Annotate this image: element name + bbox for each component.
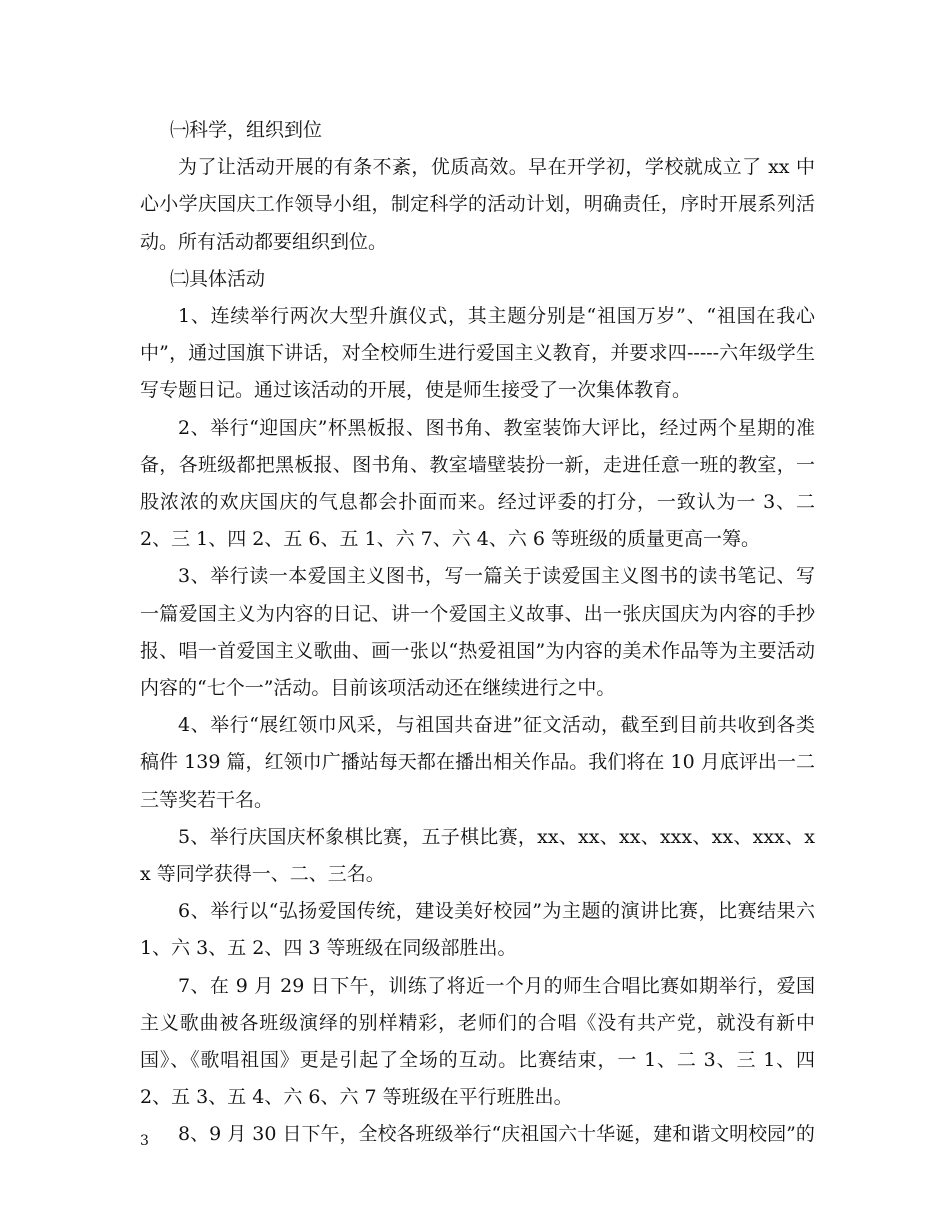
paragraph-activity-1: 1、连续举行两次大型升旗仪式，其主题分别是“祖国万岁”、“祖国在我心中”，通过国旗下讲话，对全校师生进行爱国主义教育，并要求四-----六年级学生写专题日记。通过该活动的开展，使是师生接受了一次集体教育。: [140, 305, 815, 402]
paragraph-activity-7: 7、在 9 月 29 日下午，训练了将近一个月的师生合唱比赛如期举行，爱国主义歌曲被各班级演绎的别样精彩，老师们的合唱《没有共产党，就没有新中国》、《歌唱祖国》更是引起了全场的互动。比赛结束，一 1、二 3、三 1、四 2、五 3、五 4、六 6、六 7 等班级在平行班胜出。: [140, 974, 815, 1109]
paragraph-activity-5: 5、举行庆国庆杯象棋比赛，五子棋比赛，xx、xx、xx、xxx、xx、xxx、xx 等同学获得一、二、三名。: [140, 825, 815, 886]
paragraph-activity-3: 3、举行读一本爱国主义图书，写一篇关于读爱国主义图书的读书笔记、写一篇爱国主义为内容的日记、讲一个爱国主义故事、出一张庆国庆为内容的手抄报、唱一首爱国主义歌曲、画一张以“热爱祖国”为内容的美术作品等为主要活动内容的“七个一”活动。目前该项活动还在继续进行之中。: [140, 565, 815, 700]
paragraph-activity-6: 6、举行以“弘扬爱国传统，建设美好校园”为主题的演讲比赛，比赛结果六 1、六 3、五 2、四 3 等班级在同级部胜出。: [140, 900, 815, 960]
page-number: 3: [140, 1133, 149, 1149]
paragraph-activity-2: 2、举行“迎国庆”杯黑板报、图书角、教室装饰大评比，经过两个星期的准备，各班级都把黑板报、图书角、教室墙壁装扮一新，走进任意一班的教室，一股浓浓的欢庆国庆的气息都会扑面而来。经过评委的打分，一致认为一 3、二 2、三 1、四 2、五 6、五 1、六 7、六 4、六 6 等班级的质量更高一筹。: [140, 416, 815, 551]
paragraph-activity-8: 8、9 月 30 日下午，全校各班级举行“庆祖国六十华诞，建和谐文明校园”的: [178, 1123, 815, 1146]
paragraph-organization: 为了让活动开展的有条不紊，优质高效。早在开学初，学校就成立了 xx 中心小学庆国庆工作领导小组，制定科学的活动计划，明确责任，序时开展系列活动。所有活动都要组织到位。: [140, 156, 815, 253]
paragraph-activity-4: 4、举行“展红领巾风采，与祖国共奋进”征文活动，截至到目前共收到各类稿件 139 篇，红领巾广播站每天都在播出相关作品。我们将在 10 月底评出一二三等奖若干名。: [140, 714, 815, 811]
section-heading-organization: ㈠科学，组织到位: [170, 119, 323, 141]
section-heading-activities: ㈡具体活动: [170, 267, 266, 290]
document-body: [140, 112, 815, 1154]
